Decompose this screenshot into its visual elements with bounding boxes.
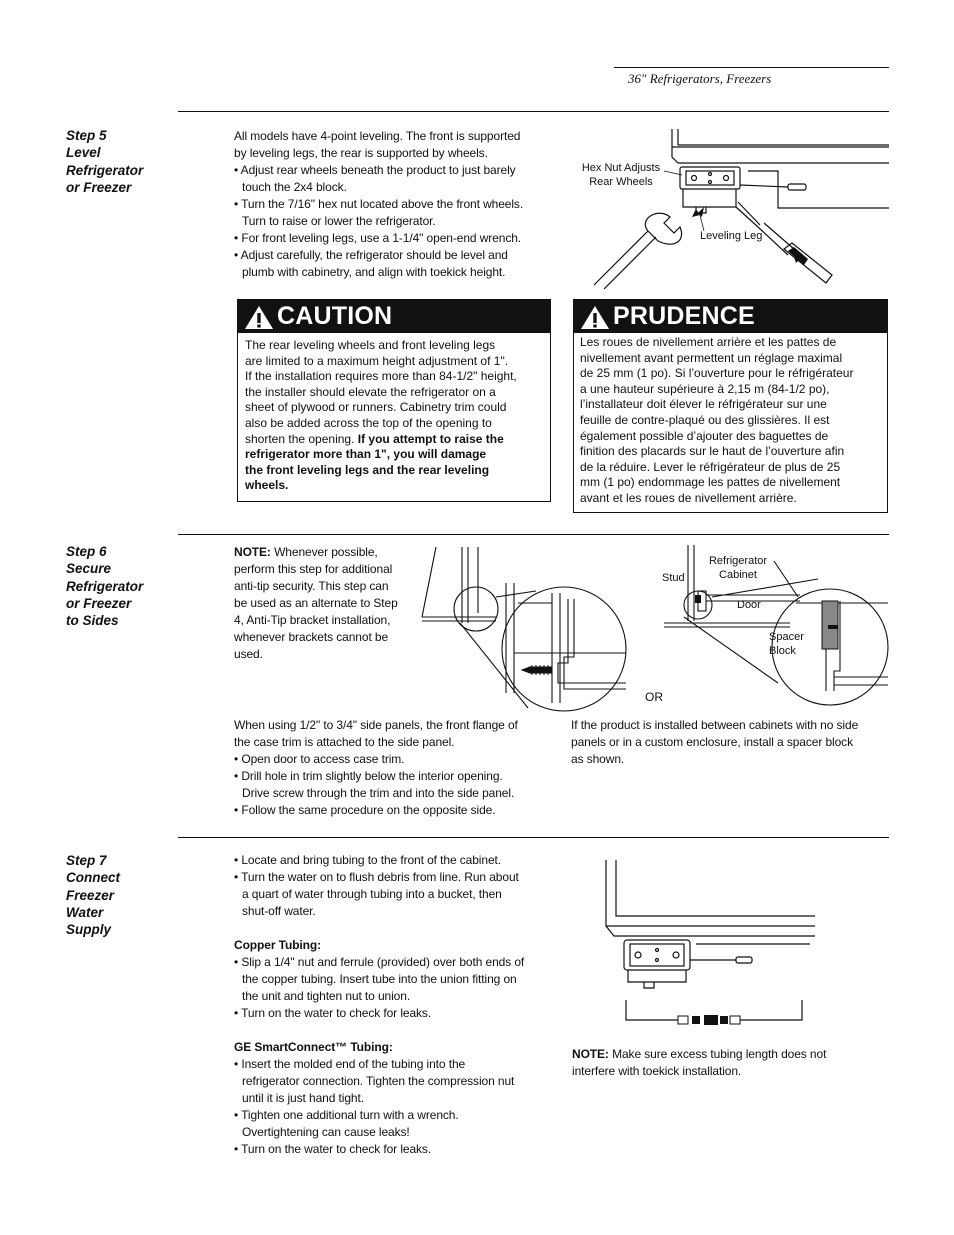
- step5-instructions: All models have 4-point leveling. The front is supported by leveling legs, the rear is supported by wheels. • Adjust rear wheels beneath the product to just barely touch the 2x4 block. • Turn the 7/16" hex nut located above the front wheels. Turn to raise or lower the refrigerator. • For front leveling legs, use a 1-1/4" open-end wrench. • Adjust carefully, the refrigerator should be level and plumb with cabinetry, and align with toekick height.: [234, 128, 554, 281]
- step7-title: Step 7 Connect Freezer Water Supply: [66, 852, 176, 938]
- prudence-box: [573, 299, 888, 513]
- list-item: • Insert the molded end of the tubing into the: [234, 1057, 466, 1071]
- hex-nut-label: Hex Nut Adjusts Rear Wheels: [581, 162, 661, 188]
- list-item: • Drill hole in trim slightly below the interior opening.: [234, 769, 503, 783]
- list-item: • Adjust rear wheels beneath the product to just barely: [234, 163, 516, 177]
- header-rule: [614, 67, 889, 68]
- caution-heading: CAUTION: [277, 302, 393, 330]
- list-item: • Turn the water on to flush debris from line. Run about: [234, 870, 519, 884]
- refrigerator-cabinet-label: Refrigerator Cabinet: [708, 555, 768, 581]
- smartconnect-heading: GE SmartConnect™ Tubing:: [234, 1040, 393, 1054]
- list-item: • Adjust carefully, the refrigerator should be level and: [234, 248, 508, 262]
- prudence-text: Les roues de nivellement arrière et les pattes de nivellement avant permettent un réglage maximal de 25 mm (1 po). Si l’ouverture pour le réfrigérateur a une hauteur supérieure à 2,15 m (84-1/2 po), l’installateur doit élever le réfrigérateur sur une feuille de contre-plaqué ou des glissières. Il est également possible d’ajouter des baguettes de finition des placards sur le haut de l’ouverture afin de la réduire. Lever le réfrigérateur de plus de 25 mm (1 po) endommage les pattes de nivellement avant et les roues de nivellement arrière.: [580, 335, 854, 505]
- door-label: Door: [737, 599, 761, 611]
- copper-tubing-heading: Copper Tubing:: [234, 938, 322, 952]
- list-item: • Turn the 7/16" hex nut located above the front wheels.: [234, 197, 524, 211]
- step6-side-panel-text: When using 1/2" to 3/4" side panels, the front flange of the case trim is attached to the side panel. • Open door to access case trim. • Drill hole in trim slightly below the interior opening. Drive screw through the trim and into the side panel. • Follow the same procedure on the opposite side.: [234, 717, 554, 819]
- leveling-leg-label: Leveling Leg: [700, 230, 763, 242]
- step7-number: Step 7: [66, 853, 107, 868]
- section-rule-step7: [178, 837, 889, 838]
- list-item: • Turn on the water to check for leaks.: [234, 1142, 432, 1156]
- list-item: • Turn on the water to check for leaks.: [234, 1006, 432, 1020]
- stud-label: Stud: [662, 572, 685, 584]
- list-item: • Slip a 1/4" nut and ferrule (provided) over both ends of: [234, 955, 525, 969]
- step5-number: Step 5: [66, 128, 107, 143]
- warning-triangle-icon: [580, 304, 610, 330]
- step7-instructions: • Locate and bring tubing to the front of the cabinet. • Turn the water on to flush debris from line. Run about a quart of water through tubing into a bucket, then shut-off water. Copper Tubing: • Slip a 1/4" nut and ferrule (provided) over both ends of the copper tubing. Insert tube into the union fitting on the unit and tighten nut to union. • Turn on the water to check for leaks. GE SmartConnect™ Tubing: • Insert the molded end of the tubing into the refrigerator connection. Tighten the compression nut until it is just hand tight. • Tighten one additional turn with a wrench. Overtightening can cause leaks! • Turn on the water to check for leaks.: [234, 852, 554, 1158]
- caution-box: [237, 299, 551, 502]
- warning-triangle-icon: [244, 304, 274, 330]
- section-rule-step5: [178, 111, 889, 112]
- step7-note: NOTE: Make sure excess tubing length does not interfere with toekick installation.: [572, 1047, 827, 1078]
- step6-title: Step 6 Secure Refrigerator or Freezer to Sides: [66, 543, 176, 629]
- list-item: • Open door to access case trim.: [234, 752, 405, 766]
- list-item: • Tighten one additional turn with a wrench.: [234, 1108, 459, 1122]
- prudence-heading: PRUDENCE: [613, 302, 755, 330]
- leveling-illustration: [578, 127, 889, 289]
- list-item: • Locate and bring tubing to the front of the cabinet.: [234, 853, 501, 867]
- step6-number: Step 6: [66, 544, 107, 559]
- caution-text: The rear leveling wheels and front leveling legs are limited to a maximum height adjustment of 1". If the installation requires more than 84-1/2" height, the installer should elevate the refrigerator on a sheet of plywood or runners. Cabinetry trim could also be added across the top of the opening to shorten the opening. If you attempt to raise the refrigerator more than 1", you will damage the front leveling legs and the rear leveling wheels.: [245, 338, 517, 493]
- step6-note: NOTE: Whenever possible, perform this step for additional anti-tip security. This step can be used as an alternate to Step 4, Anti-Tip bracket installation, whenever brackets cannot be used.: [234, 545, 398, 661]
- section-rule-step6: [178, 534, 889, 535]
- prudence-header: [574, 300, 887, 333]
- step6-spacer-text: If the product is installed between cabinets with no side panels or in a custom enclosure, install a spacer block as shown.: [571, 718, 859, 766]
- page-header-title: 36" Refrigerators, Freezers: [628, 71, 772, 86]
- or-label: OR: [645, 690, 663, 704]
- step5-title: Step 5 Level Refrigerator or Freezer: [66, 127, 176, 196]
- side-panel-illustration: [418, 543, 630, 713]
- caution-header: [238, 300, 550, 333]
- list-item: • For front leveling legs, use a 1-1/4" open-end wrench.: [234, 231, 522, 245]
- water-supply-illustration: [600, 858, 815, 1028]
- list-item: • Follow the same procedure on the opposite side.: [234, 803, 496, 817]
- spacer-block-label: Spacer Block: [769, 631, 804, 657]
